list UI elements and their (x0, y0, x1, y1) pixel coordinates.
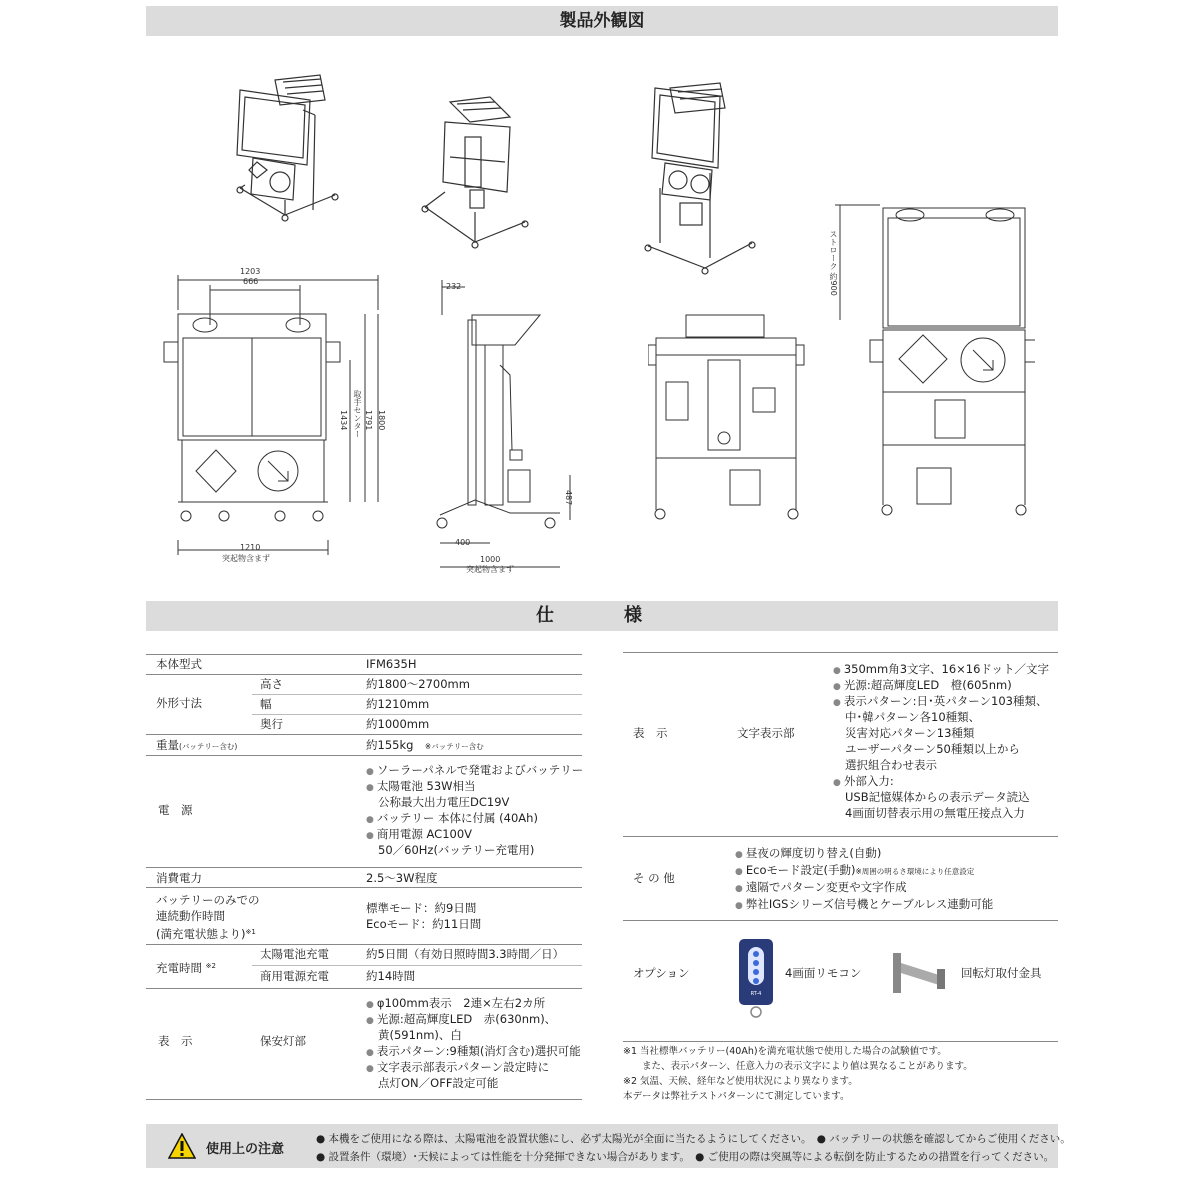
caution-line-1: ● 本機をご使用になる際は、太陽電池を設置状態にし、必ず太陽光が全面に当たるようにしてください。 ● バッテリーの状態を確認してからご使用ください。 (316, 1133, 1071, 1145)
battery-value-2: Ecoモード：約11日間 (366, 917, 482, 931)
dim-1210: 1210 (240, 543, 261, 552)
handle-center-label: 取手センター (353, 390, 362, 438)
text-display-label: 表 示 (633, 726, 668, 740)
display-line: ● 文字表示部表示パターン設定時に (366, 1060, 550, 1074)
caution-box (146, 1124, 1071, 1168)
footnote: また、表示パターン、任意入力の表示文字により値は異なることがあります。 (623, 1061, 973, 1072)
dim-depth-value: 約1000mm (366, 717, 430, 731)
weight-label: 重量(バッテリー含む) (156, 738, 238, 752)
other-line: ● 弊社IGSシリーズ信号機とケーブルレス連動可能 (735, 897, 994, 911)
footnote: ※2 気温、天候、経年など使用状況により異なります。 (623, 1076, 858, 1087)
option-label: オプション (633, 966, 690, 980)
dim-height-value: 約1800～2700mm (366, 677, 470, 691)
rear-elevation-drawing (648, 310, 808, 530)
dim-1000: 1000 (480, 555, 501, 564)
charge-solar-value: 約5日間（有効日照時間3.3時間／日） (366, 947, 565, 961)
charge-solar-label: 太陽電池充電 (260, 947, 329, 961)
isometric-view-raised (640, 78, 760, 278)
charge-ac-value: 約14時間 (366, 969, 416, 983)
dim-1791: 1791 (364, 410, 373, 431)
battery-label-1: バッテリーのみでの (156, 893, 260, 907)
footnote: ※1 当社標準バッテリー(40Ah)を満充電状態で使用した場合の試験値です。 (623, 1046, 947, 1057)
power-line: 50／60Hz(バッテリー充電用) (378, 843, 535, 857)
display-line: 黄(591nm)、白 (378, 1028, 462, 1042)
remote-control-icon (737, 937, 775, 1019)
dim-width-label: 幅 (260, 697, 272, 711)
display-line: ● φ100mm表示 2連×左右2カ所 (366, 996, 546, 1010)
exterior-section-title: 製品外観図 (146, 6, 1058, 36)
display-line: 点灯ON／OFF設定可能 (378, 1076, 499, 1090)
text-display-line: 中･韓パターン各10種類、 (845, 710, 981, 724)
power-line: ● 商用電源 AC100V (366, 827, 473, 841)
display-line: ● 光源:超高輝度LED 赤(630nm)、 (366, 1012, 557, 1026)
text-display-line: 選択組合わせ表示 (845, 758, 937, 772)
footnote: 本データは弊社テストパターンにて測定しています。 (623, 1091, 850, 1102)
isometric-view-front (225, 70, 345, 230)
stroke-label: ストローク 約900 (829, 230, 838, 296)
text-display-line: 災害対応パターン13種類 (845, 726, 975, 740)
text-display-line: USB記憶媒体からの表示データ読込 (845, 790, 1030, 804)
other-label: そ の 他 (633, 871, 675, 885)
other-line: ● 遠隔でパターン変更や文字作成 (735, 880, 907, 894)
consumption-label: 消費電力 (156, 871, 202, 885)
dim-1800: 1800 (377, 410, 386, 431)
dim-1203: 1203 (240, 267, 261, 276)
dim-1434: 1434 (339, 410, 348, 431)
option-remote-label: 4画面リモコン (785, 966, 862, 980)
battery-label-2: 連続動作時間 (156, 909, 225, 923)
dim-depth-label: 奥行 (260, 717, 283, 731)
model-label: 本体型式 (156, 657, 202, 671)
remote-model: RT-4 (750, 991, 762, 997)
bracket-icon (889, 949, 949, 999)
power-line: ● バッテリー 本体に付属 (40Ah) (366, 811, 538, 825)
text-display-sub: 文字表示部 (737, 726, 795, 740)
model-value: IFM635H (366, 657, 417, 671)
option-bracket-label: 回転灯取付金具 (961, 966, 1042, 980)
battery-label-3: (満充電状態より)$^{※1}$ (156, 927, 256, 941)
isometric-view-rear (415, 82, 535, 252)
other-line: ● 昼夜の輝度切り替え(自動) (735, 846, 882, 860)
power-line: 公称最大出力電圧DC19V (378, 795, 510, 809)
spec-table-right (623, 652, 1058, 1042)
power-label: 電 源 (158, 803, 193, 817)
text-display-line: ● 光源:超高輝度LED 橙(605nm) (833, 678, 1012, 692)
warning-icon (168, 1133, 196, 1159)
other-line: ● Ecoモード設定(手動)※周囲の明るさ環境により任意設定 (735, 863, 975, 877)
dim-232: 232 (446, 282, 462, 291)
spec-table-left (146, 654, 582, 1100)
display-label: 表 示 (158, 1034, 193, 1048)
dim-487: 487 (564, 490, 573, 506)
display-line: ● 表示パターン:9種類(消灯含む)選択可能 (366, 1044, 581, 1058)
dim-width-value: 約1210mm (366, 697, 430, 711)
caution-line-2: ● 設置条件（環境）･天候によっては性能を十分発揮できない場合があります。 ● ご使用の際は突風等による転倒を防止するための措置を行ってください。 (316, 1151, 1055, 1163)
front-bottom-note: 突起物含まず (222, 554, 270, 563)
text-display-line: ユーザーパターン50種類以上から (845, 742, 1020, 756)
text-display-line: ● 外部入力: (833, 774, 894, 788)
side-elevation-drawing (430, 275, 590, 575)
spec-section-title: 仕 様 (146, 601, 1058, 631)
dim-666: 666 (243, 277, 259, 286)
text-display-line: ● 表示パターン:日･英パターン103種類、 (833, 694, 1048, 708)
side-bottom-note: 突起物含まず (466, 565, 514, 574)
weight-value: 約155kg ※バッテリー含む (366, 738, 484, 752)
battery-value-1: 標準モード：約9日間 (366, 901, 477, 915)
dim-400: 400 (455, 538, 471, 547)
caution-title: 使用上の注意 (206, 1142, 285, 1157)
power-line: ● 太陽電池 53W相当 (366, 779, 476, 793)
dim-height-label: 高さ (260, 677, 283, 691)
charge-label: 充電時間 $^{※2}$ (156, 961, 216, 975)
dims-label: 外形寸法 (156, 696, 202, 710)
text-display-line: 4画面切替表示用の無電圧接点入力 (845, 806, 1025, 820)
power-line: ● ソーラーパネルで発電およびバッテリー (366, 763, 584, 777)
raised-elevation-drawing (835, 200, 1035, 535)
text-display-line: ● 350mm角3文字、16×16ドット／文字 (833, 662, 1049, 676)
charge-ac-label: 商用電源充電 (260, 969, 329, 983)
consumption-value: 2.5～3W程度 (366, 871, 438, 885)
display-sub-label: 保安灯部 (260, 1034, 306, 1048)
